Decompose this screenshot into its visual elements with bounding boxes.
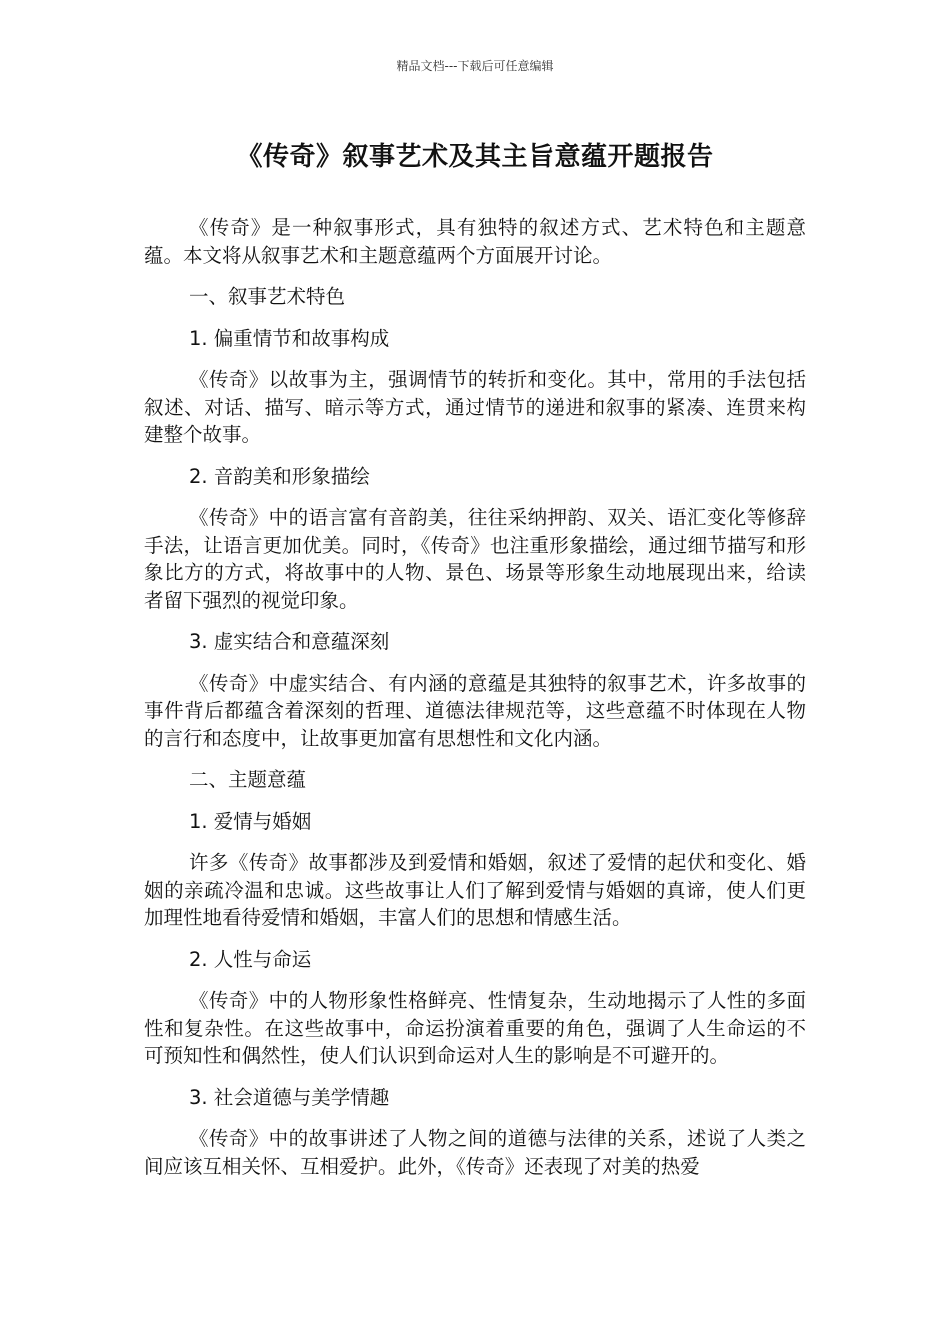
section-heading-narrative-art: 一、叙事艺术特色 [189, 285, 346, 308]
paragraph-humanity-fate: 《传奇》中的人物形象性格鲜亮、性情复杂，生动地揭示了人性的多面性和复杂性。在这些故事中，命运扮演着重要的角色，强调了人生命运的不可预知性和偶然性，使人们认识到命运对人生的影响是不可避开的。 [144, 989, 806, 1067]
subheading-reality-meaning: 3. 虚实结合和意蕴深刻 [189, 630, 390, 653]
document-body [144, 214, 806, 1194]
paragraph-morality-aesthetics: 《传奇》中的故事讲述了人物之间的道德与法律的关系，述说了人类之间应该互相关怀、互相爱护。此外，《传奇》还表现了对美的热爱 [144, 1127, 806, 1178]
intro-paragraph: 《传奇》是一种叙事形式，具有独特的叙述方式、艺术特色和主题意蕴。本文将从叙事艺术和主题意蕴两个方面展开讨论。 [144, 216, 806, 267]
paragraph-reality-meaning: 《传奇》中虚实结合、有内涵的意蕴是其独特的叙事艺术，许多故事的事件背后都蕴含着深刻的哲理、道德法律规范等，这些意蕴不时体现在人物的言行和态度中，让故事更加富有思想性和文化内涵。 [144, 671, 806, 750]
document-title: 《传奇》叙事艺术及其主旨意蕴开题报告 [236, 142, 714, 172]
paragraph-love-marriage: 许多《传奇》故事都涉及到爱情和婚姻，叙述了爱情的起伏和变化、婚姻的亲疏冷温和忠诚。这些故事让人们了解到爱情与婚姻的真谛，使人们更加理性地看待爱情和婚姻，丰富人们的思想和情感生活。 [144, 851, 806, 929]
subheading-humanity-fate: 2. 人性与命运 [189, 947, 312, 971]
subheading-plot-structure: 1. 偏重情节和故事构成 [189, 326, 390, 350]
section-heading-themes: 二、主题意蕴 [189, 768, 307, 791]
paragraph-plot-structure: 《传奇》以故事为主，强调情节的转折和变化。其中，常用的手法包括叙述、对话、描写、暗示等方式，通过情节的递进和叙事的紧凑、连贯来构建整个故事。 [144, 368, 806, 446]
subheading-love-marriage: 1. 爱情与婚姻 [189, 809, 312, 833]
subheading-morality-aesthetics: 3. 社会道德与美学情趣 [189, 1085, 390, 1109]
subheading-rhyme-imagery: 2. 音韵美和形象描绘 [189, 464, 370, 488]
page-header: 精品文档---下载后可任意编辑 [396, 59, 554, 73]
paragraph-rhyme-imagery: 《传奇》中的语言富有音韵美，往往采纳押韵、双关、语汇变化等修辞手法，让语言更加优美。同时，《传奇》也注重形象描绘，通过细节描写和形象比方的方式，将故事中的人物、景色、场景等形象生动地展现出来，给读者留下强烈的视觉印象。 [144, 506, 806, 612]
